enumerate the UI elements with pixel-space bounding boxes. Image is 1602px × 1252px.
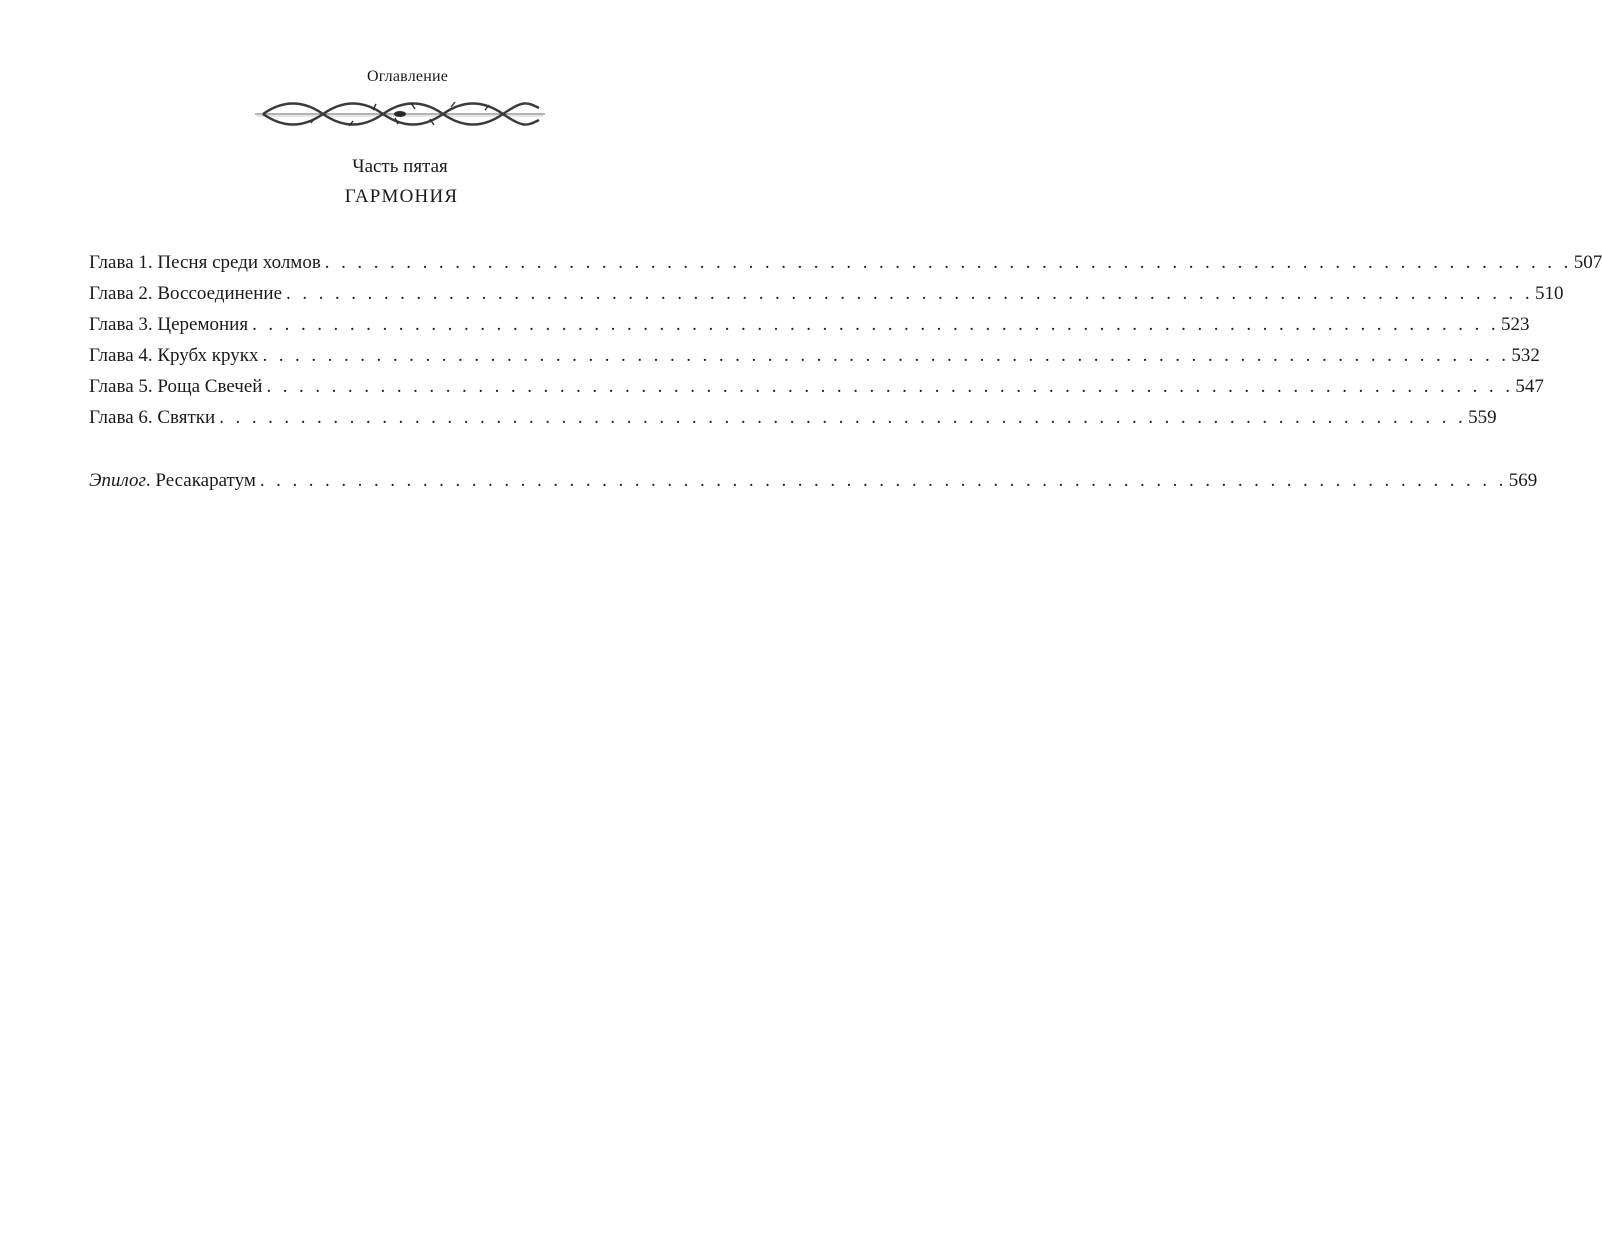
epilogue-title: . Ресакаратум	[145, 470, 256, 491]
toc-entry-page: 559	[1468, 407, 1497, 428]
toc-entry-epilogue[interactable]	[89, 467, 1538, 498]
toc-entry-page: 523	[1501, 314, 1530, 335]
toc-entry-title: Глава 6. Святки	[89, 407, 216, 428]
toc-entry-chapter-5[interactable]	[89, 373, 1544, 404]
toc-entry-page: 507	[1573, 252, 1602, 273]
toc-entry-chapter-1[interactable]	[89, 249, 1602, 280]
toc-epilogue	[89, 467, 1538, 498]
toc-entry-page: 547	[1515, 376, 1544, 397]
toc-entry-page: 532	[1511, 345, 1540, 366]
toc-entry-chapter-3[interactable]	[89, 311, 1530, 342]
toc-entry-title: Глава 2. Воссоединение	[89, 283, 283, 304]
dot-leader: . . . . . . . . . . . . . . . . . . . . . . . . . . . . . . . . . . . . . . . . . . . . . . . . . . . . . . . . . . . . . . . . . . . . . . . . . . . . .	[266, 376, 1514, 397]
dot-leader: . . . . . . . . . . . . . . . . . . . . . . . . . . . . . . . . . . . . . . . . . . . . . . . . . . . . . . . . . . . . . . . . . . . . . . . . . . . . .	[259, 470, 1507, 491]
toc-entry-title: Глава 3. Церемония	[89, 314, 249, 335]
dot-leader: . . . . . . . . . . . . . . . . . . . . . . . . . . . . . . . . . . . . . . . . . . . . . . . . . . . . . . . . . . . . . . . . . . . . . . . . . . . . .	[252, 314, 1500, 335]
toc-entry-title	[89, 467, 256, 494]
thorny-vine-ornament-icon	[255, 98, 545, 130]
part-label: Часть пятая	[352, 156, 448, 177]
toc-entry-page: 510	[1534, 283, 1564, 304]
epilogue-label: Эпилог	[89, 470, 146, 491]
toc-entry-chapter-6[interactable]	[89, 404, 1497, 435]
toc-entry-title: Глава 1. Песня среди холмов	[89, 252, 321, 273]
toc-entry-title: Глава 4. Крубх крукх	[89, 345, 259, 366]
dot-leader: . . . . . . . . . . . . . . . . . . . . . . . . . . . . . . . . . . . . . . . . . . . . . . . . . . . . . . . . . . . . . . . . . . . . . . . . . . . . .	[324, 252, 1572, 273]
toc-entry-chapter-2[interactable]	[89, 280, 1564, 311]
running-head-title: Оглавление	[366, 68, 449, 85]
part-title: ГАРМОНИЯ	[344, 186, 459, 207]
dot-leader: . . . . . . . . . . . . . . . . . . . . . . . . . . . . . . . . . . . . . . . . . . . . . . . . . . . . . . . . . . . . . . . . . . . . . . . . . . . . .	[262, 345, 1510, 366]
dot-leader: . . . . . . . . . . . . . . . . . . . . . . . . . . . . . . . . . . . . . . . . . . . . . . . . . . . . . . . . . . . . . . . . . . . . . . . . . . . . .	[219, 407, 1467, 428]
toc-chapter-list	[89, 249, 1602, 435]
toc-entry-chapter-4[interactable]	[89, 342, 1540, 373]
toc-entry-page: 569	[1508, 470, 1538, 491]
dot-leader: . . . . . . . . . . . . . . . . . . . . . . . . . . . . . . . . . . . . . . . . . . . . . . . . . . . . . . . . . . . . . . . . . . . . . . . . . . . . .	[286, 283, 1533, 304]
toc-entry-title: Глава 5. Роща Свечей	[89, 376, 263, 397]
